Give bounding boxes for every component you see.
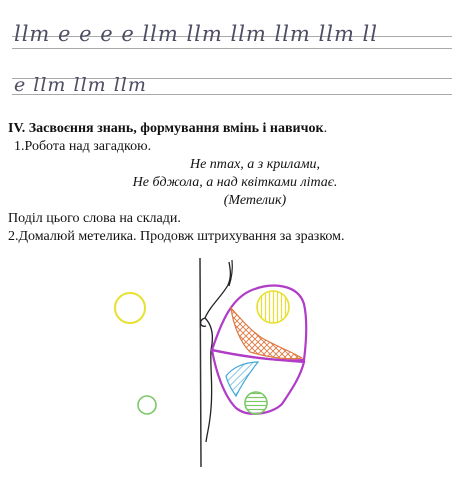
riddle-line-2: Не бджола, а над квітками літає. [132,175,338,190]
symmetry-line [200,258,201,467]
yellow-circle-wing [257,291,289,323]
butterfly-head [201,318,206,326]
heading-title: Засвоєння знань, формування вмінь і навичок [28,121,324,136]
green-circle-wing [245,392,267,414]
green-circle-left [138,396,156,414]
handwriting-line-2: e llт llт llт [14,74,147,96]
yellow-circle-left [115,293,145,323]
handwriting-line-1: llт e e e e llт llт llт llт llт ll [14,22,378,46]
heading-roman: IV. [8,121,26,136]
task1-followup: Поділ цього слова на склади. [8,211,181,226]
heading-period: . [323,121,328,136]
task1-label: 1.Робота над загадкою. [14,139,152,154]
blue-hatched-band [226,362,258,396]
riddle-answer: (Метелик) [223,193,287,208]
task2-label: 2.Домалюй метелика. Продовж штрихування за зразком. [8,229,345,244]
riddle-line-1: Не птах, а з крилами, [189,157,321,172]
